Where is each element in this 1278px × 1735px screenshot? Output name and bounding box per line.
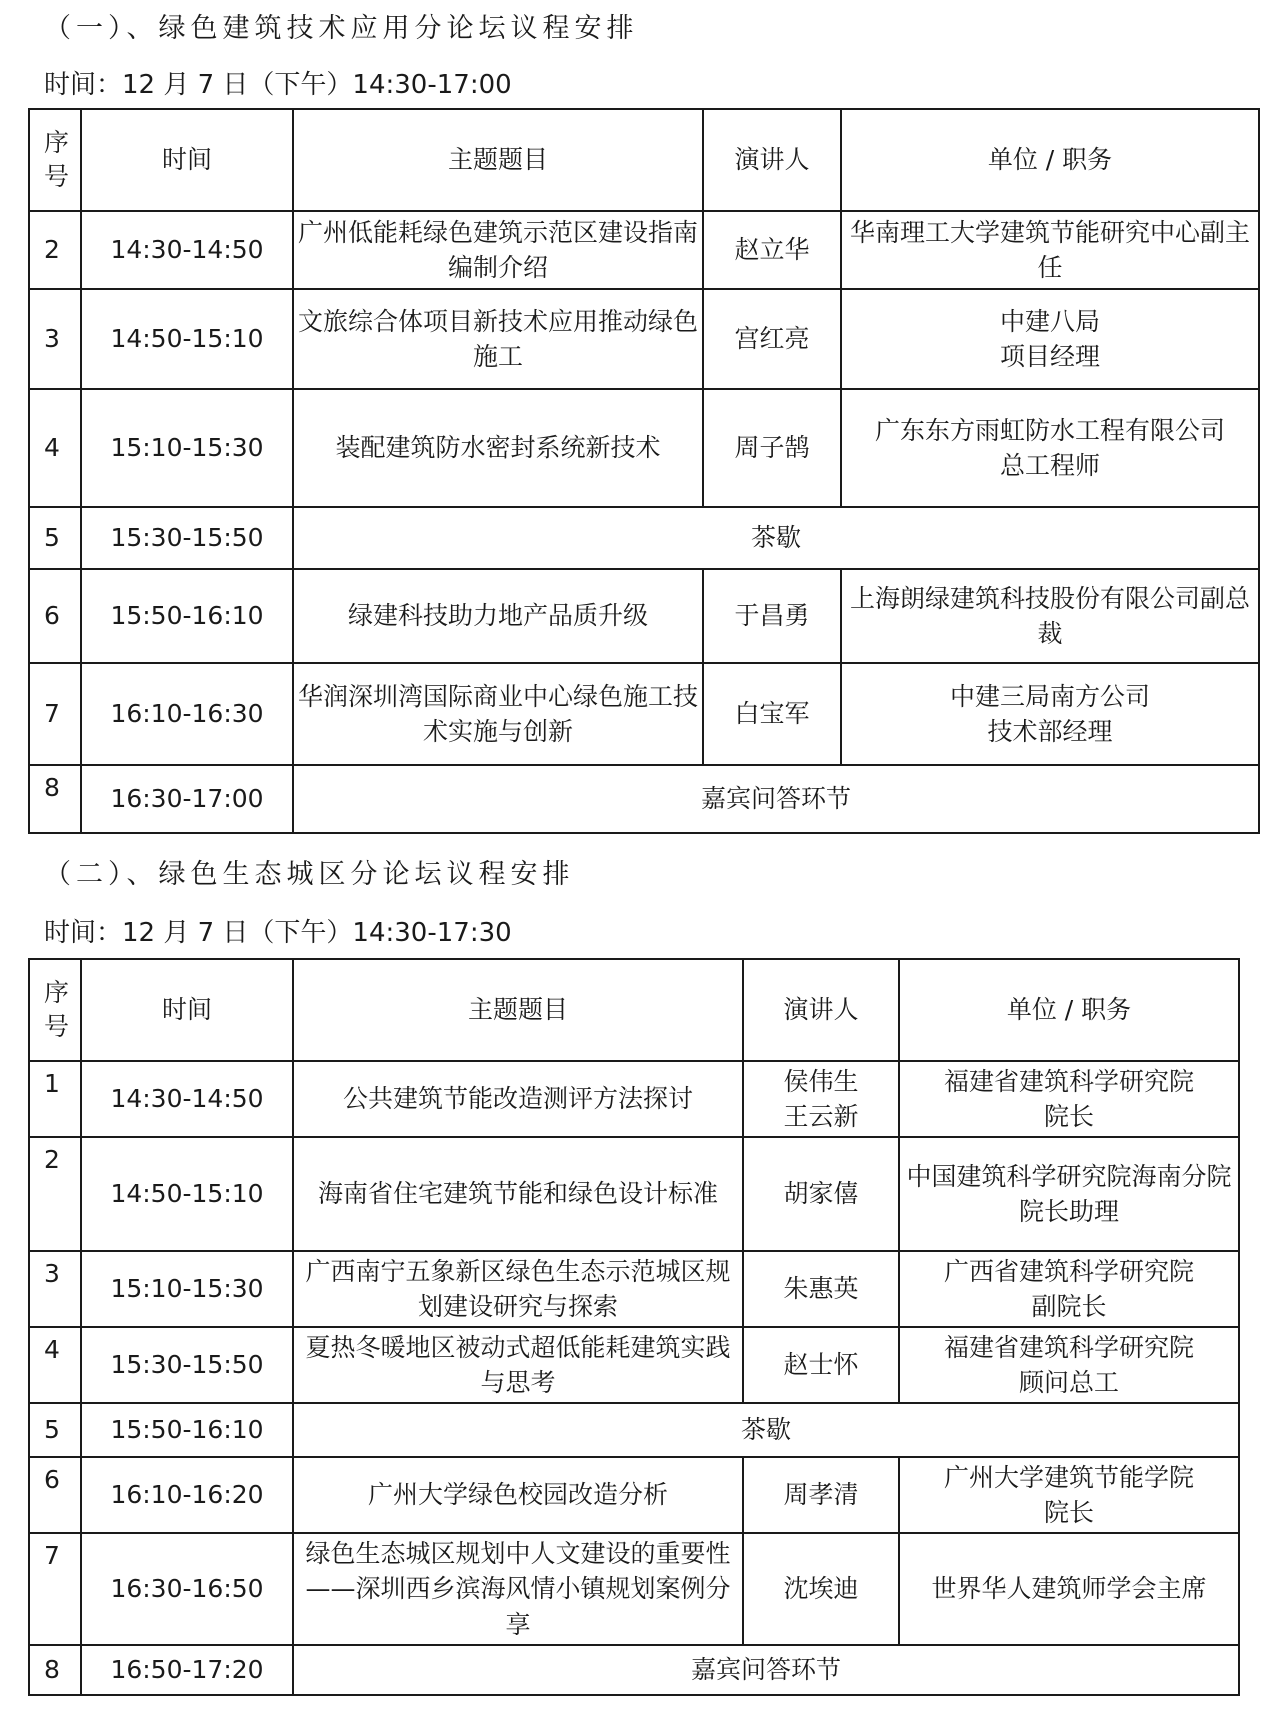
row-time: 15:50-16:10 (81, 1403, 293, 1457)
row-topic: 文旅综合体项目新技术应用推动绿色施工 (293, 289, 703, 389)
row-speaker: 宫红亮 (703, 289, 841, 389)
row-speaker: 周孝清 (743, 1457, 899, 1533)
header-seq: 序号 (29, 959, 81, 1061)
row-seq: 7 (29, 663, 81, 765)
row-seq: 5 (29, 507, 81, 569)
header-topic: 主题题目 (293, 109, 703, 211)
row-seq: 2 (29, 211, 81, 289)
section1-heading: （一）、绿色建筑技术应用分论坛议程安排 (44, 13, 639, 44)
tea-break-cell: 茶歇 (293, 507, 1259, 569)
row-time: 16:30-17:00 (81, 765, 293, 833)
row-time: 14:30-14:50 (81, 1061, 293, 1137)
table-row (29, 211, 1259, 289)
row-seq: 6 (29, 569, 81, 663)
row-unit: 福建省建筑科学研究院 院长 (899, 1061, 1239, 1137)
row-seq: 8 (29, 765, 81, 833)
row-time: 15:50-16:10 (81, 569, 293, 663)
row-topic: 广州大学绿色校园改造分析 (293, 1457, 743, 1533)
table-row (29, 1251, 1239, 1327)
table-row (29, 1533, 1239, 1645)
row-seq: 4 (29, 389, 81, 507)
row-seq: 7 (29, 1533, 81, 1645)
section1-time-line: 时间：12 月 7 日（下午）14:30-17:00 (44, 70, 512, 100)
table-row (29, 1403, 1239, 1457)
header-speaker: 演讲人 (703, 109, 841, 211)
row-topic: 绿建科技助力地产品质升级 (293, 569, 703, 663)
row-topic: 装配建筑防水密封系统新技术 (293, 389, 703, 507)
table-row (29, 1457, 1239, 1533)
row-speaker: 沈埃迪 (743, 1533, 899, 1645)
row-time: 16:50-17:20 (81, 1645, 293, 1695)
row-topic: 华润深圳湾国际商业中心绿色施工技术实施与创新 (293, 663, 703, 765)
table-row (29, 1645, 1239, 1695)
row-topic: 海南省住宅建筑节能和绿色设计标准 (293, 1137, 743, 1251)
row-topic: 夏热冬暖地区被动式超低能耗建筑实践与思考 (293, 1327, 743, 1403)
row-time: 15:30-15:50 (81, 1327, 293, 1403)
table-row (29, 1327, 1239, 1403)
table-row (29, 389, 1259, 507)
row-time: 15:10-15:30 (81, 389, 293, 507)
agenda-table-green-building (28, 108, 1260, 834)
row-seq: 3 (29, 1251, 81, 1327)
row-speaker: 周子鹄 (703, 389, 841, 507)
row-unit: 中建八局 项目经理 (841, 289, 1259, 389)
row-unit: 广东东方雨虹防水工程有限公司 总工程师 (841, 389, 1259, 507)
row-unit: 中建三局南方公司 技术部经理 (841, 663, 1259, 765)
table-row (29, 1061, 1239, 1137)
row-seq: 6 (29, 1457, 81, 1533)
section2-heading: （二）、绿色生态城区分论坛议程安排 (44, 859, 575, 890)
row-speaker: 于昌勇 (703, 569, 841, 663)
table-row (29, 507, 1259, 569)
row-time: 14:30-14:50 (81, 211, 293, 289)
row-topic: 广西南宁五象新区绿色生态示范城区规划建设研究与探索 (293, 1251, 743, 1327)
row-seq: 1 (29, 1061, 81, 1137)
header-unit: 单位 / 职务 (841, 109, 1259, 211)
header-unit: 单位 / 职务 (899, 959, 1239, 1061)
row-seq: 3 (29, 289, 81, 389)
row-unit: 上海朗绿建筑科技股份有限公司副总裁 (841, 569, 1259, 663)
row-speaker: 白宝军 (703, 663, 841, 765)
row-time: 15:30-15:50 (81, 507, 293, 569)
row-unit: 世界华人建筑师学会主席 (899, 1533, 1239, 1645)
section2-time-line: 时间：12 月 7 日（下午）14:30-17:30 (44, 918, 512, 948)
row-unit: 广西省建筑科学研究院 副院长 (899, 1251, 1239, 1327)
table-row (29, 289, 1259, 389)
header-seq: 序号 (29, 109, 81, 211)
row-seq: 8 (29, 1645, 81, 1695)
row-time: 15:10-15:30 (81, 1251, 293, 1327)
table-row (29, 1137, 1239, 1251)
tea-break-cell: 茶歇 (293, 1403, 1239, 1457)
row-time: 14:50-15:10 (81, 1137, 293, 1251)
row-topic: 绿色生态城区规划中人文建设的重要性——深圳西乡滨海风情小镇规划案例分享 (293, 1533, 743, 1645)
agenda-table-eco-district (28, 958, 1240, 1696)
row-speaker: 赵立华 (703, 211, 841, 289)
row-time: 16:10-16:20 (81, 1457, 293, 1533)
table-row (29, 765, 1259, 833)
table-row (29, 663, 1259, 765)
row-speaker: 侯伟生 王云新 (743, 1061, 899, 1137)
row-speaker: 赵士怀 (743, 1327, 899, 1403)
row-unit: 福建省建筑科学研究院 顾问总工 (899, 1327, 1239, 1403)
header-speaker: 演讲人 (743, 959, 899, 1061)
row-time: 14:50-15:10 (81, 289, 293, 389)
row-unit: 中国建筑科学研究院海南分院 院长助理 (899, 1137, 1239, 1251)
row-unit: 广州大学建筑节能学院 院长 (899, 1457, 1239, 1533)
table-row (29, 569, 1259, 663)
row-speaker: 朱惠英 (743, 1251, 899, 1327)
qa-session-cell: 嘉宾问答环节 (293, 1645, 1239, 1695)
row-topic: 广州低能耗绿色建筑示范区建设指南编制介绍 (293, 211, 703, 289)
row-unit: 华南理工大学建筑节能研究中心副主任 (841, 211, 1259, 289)
row-time: 16:10-16:30 (81, 663, 293, 765)
row-seq: 4 (29, 1327, 81, 1403)
qa-session-cell: 嘉宾问答环节 (293, 765, 1259, 833)
row-topic: 公共建筑节能改造测评方法探讨 (293, 1061, 743, 1137)
header-topic: 主题题目 (293, 959, 743, 1061)
header-time: 时间 (81, 109, 293, 211)
header-time: 时间 (81, 959, 293, 1061)
row-seq: 5 (29, 1403, 81, 1457)
row-time: 16:30-16:50 (81, 1533, 293, 1645)
row-speaker: 胡家僖 (743, 1137, 899, 1251)
row-seq: 2 (29, 1137, 81, 1251)
